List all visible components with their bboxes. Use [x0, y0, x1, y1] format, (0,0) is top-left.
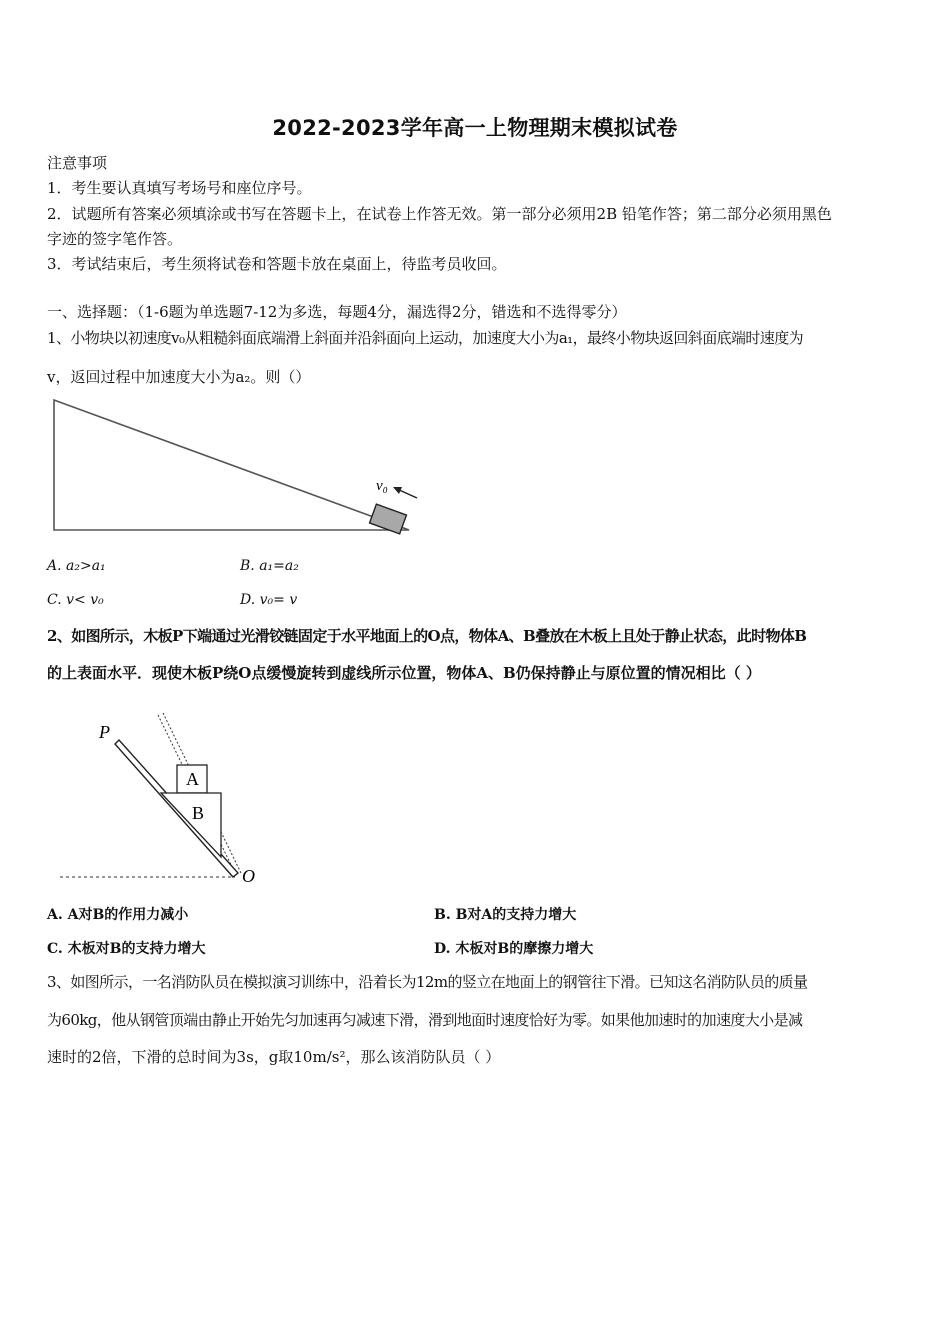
block-b-wedge [161, 793, 221, 857]
q2-option-d[interactable]: D. 木板对B的摩擦力增大 [434, 941, 594, 957]
notice-item: 1．考生要认真填写考场号和座位序号。 [47, 179, 312, 197]
notice-heading: 注意事项 [47, 154, 108, 172]
q1-option-c[interactable]: C. v< v₀ [47, 592, 104, 608]
q2-plank-figure [55, 705, 275, 890]
q2-option-c[interactable]: C. 木板对B的支持力增大 [47, 941, 206, 957]
label-p: P [99, 722, 110, 742]
q3-stem-line2: 为60kg，他从钢管顶端由静止开始先匀加速再匀减速下滑，滑到地面时速度恰好为零。如果他加速时的加速度大小是减 [47, 1011, 803, 1029]
notice-item: 字迹的签字笔作答。 [47, 230, 183, 248]
notice-item: 2．试题所有答案必须填涂或书写在答题卡上，在试卷上作答无效。第一部分必须用2B 铅笔作答；第二部分必须用黑色 [47, 205, 832, 223]
q1-stem-line2: v，返回过程中加速度大小为a₂。则（） [47, 368, 311, 386]
q2-option-b[interactable]: B. B对A的支持力增大 [434, 907, 577, 923]
velocity-label: v₀ [376, 478, 388, 494]
label-b: B [192, 803, 205, 823]
notice-item: 3．考试结束后，考生须将试卷和答题卡放在桌面上，待监考员收回。 [47, 255, 507, 273]
section-heading: 一、选择题：（1-6题为单选题7-12为多选，每题4分，漏选得2分，错选和不选得零分） [47, 303, 627, 321]
q1-option-b[interactable]: B. a₁=a₂ [240, 558, 299, 574]
q1-option-a[interactable]: A. a₂>a₁ [47, 558, 106, 574]
q1-option-d[interactable]: D. v₀= v [240, 592, 298, 608]
label-a: A [186, 769, 199, 789]
q2-option-a[interactable]: A. A对B的作用力减小 [47, 907, 189, 923]
q2-stem-line2: 的上表面水平．现使木板P绕O点缓慢旋转到虚线所示位置，物体A、B仍保持静止与原位置的情况相比（ ） [47, 664, 761, 682]
page-title: 2022-2023学年高一上物理期末模拟试卷 [272, 116, 678, 140]
q1-stem-line1: 1、小物块以初速度v₀从粗糙斜面底端滑上斜面并沿斜面向上运动，加速度大小为a₁，最终小物块返回斜面底端时速度为 [47, 329, 803, 347]
q1-incline-figure [45, 390, 435, 540]
label-o: O [242, 866, 255, 886]
q2-stem-line1: 2、如图所示，木板P下端通过光滑铰链固定于水平地面上的O点，物体A、B叠放在木板上且处于静止状态，此时物体B [47, 627, 807, 645]
q3-stem-line1: 3、如图所示，一名消防队员在模拟演习训练中，沿着长为12m的竖立在地面上的钢管往下滑。已知这名消防队员的质量 [47, 973, 808, 991]
incline-triangle [54, 400, 409, 530]
q3-stem-line3: 速时的2倍，下滑的总时间为3s，g取10m/s²，那么该消防队员（ ） [47, 1048, 501, 1066]
